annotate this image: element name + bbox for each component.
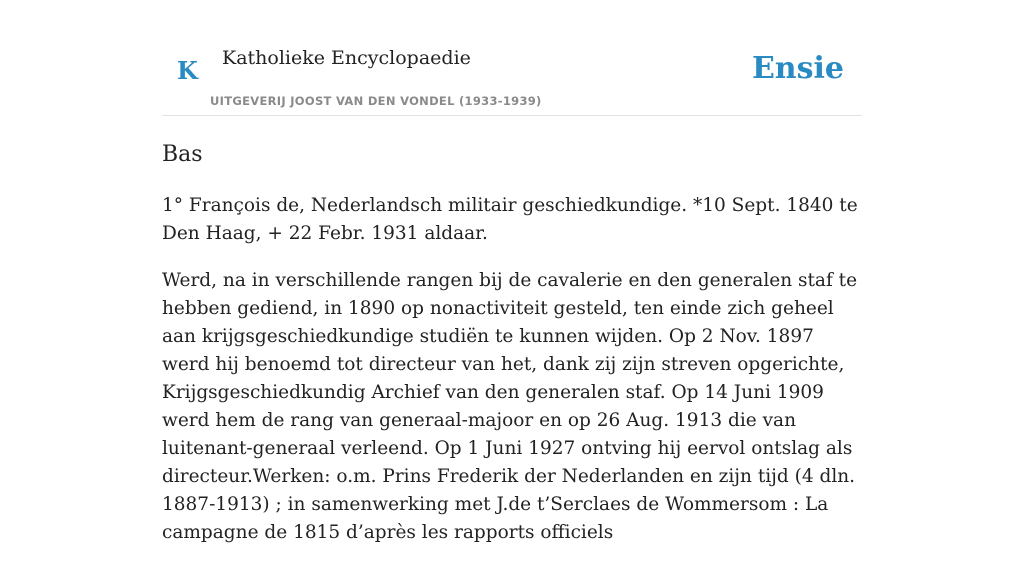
- entry-paragraph: 1° François de, Nederlandsch militair geschiedkundige. *10 Sept. 1840 te Den Haag, + 22 Febr. 1931 aldaar.: [162, 195, 858, 244]
- entry-title: Bas: [162, 142, 203, 167]
- page: [162, 0, 862, 543]
- book-logo[interactable]: K: [177, 56, 198, 85]
- publisher-label: UITGEVERIJ JOOST VAN DEN VONDEL (1933-1939): [210, 94, 542, 108]
- brand-logo[interactable]: Ensie: [751, 51, 844, 86]
- entry-paragraph: Werd, na in verschillende rangen bij de cavalerie en den generalen staf te hebben gediend, in 1890 op nonactiviteit gesteld, ten einde zich geheel aan krijgsgeschiedkundige studiën te kunnen wijden. Op 2 Nov. 1897 werd hij benoemd tot directeur van het, dank zij zijn streven opgerichte, Krijgsgeschiedkundig Archief van den generalen staf. Op 14 Juni 1909 werd hem de rang van generaal-majoor en op 26 Aug. 1913 die van luitenant-generaal verleend. Op 1 Juni 1927 ontving hij eervol ontslag als directeur.Werken: o.m. Prins Frederik der Nederlanden en zijn tijd (4 dln. 1887-1913) ; in samenwerking met J.de t’Serclaes de Wommersom : La campagne de 1815 d’après les rapports officiels: [162, 270, 858, 543]
- site-header: [162, 0, 862, 116]
- book-title[interactable]: Katholieke Encyclopaedie: [222, 47, 471, 69]
- entry-content: [162, 192, 862, 566]
